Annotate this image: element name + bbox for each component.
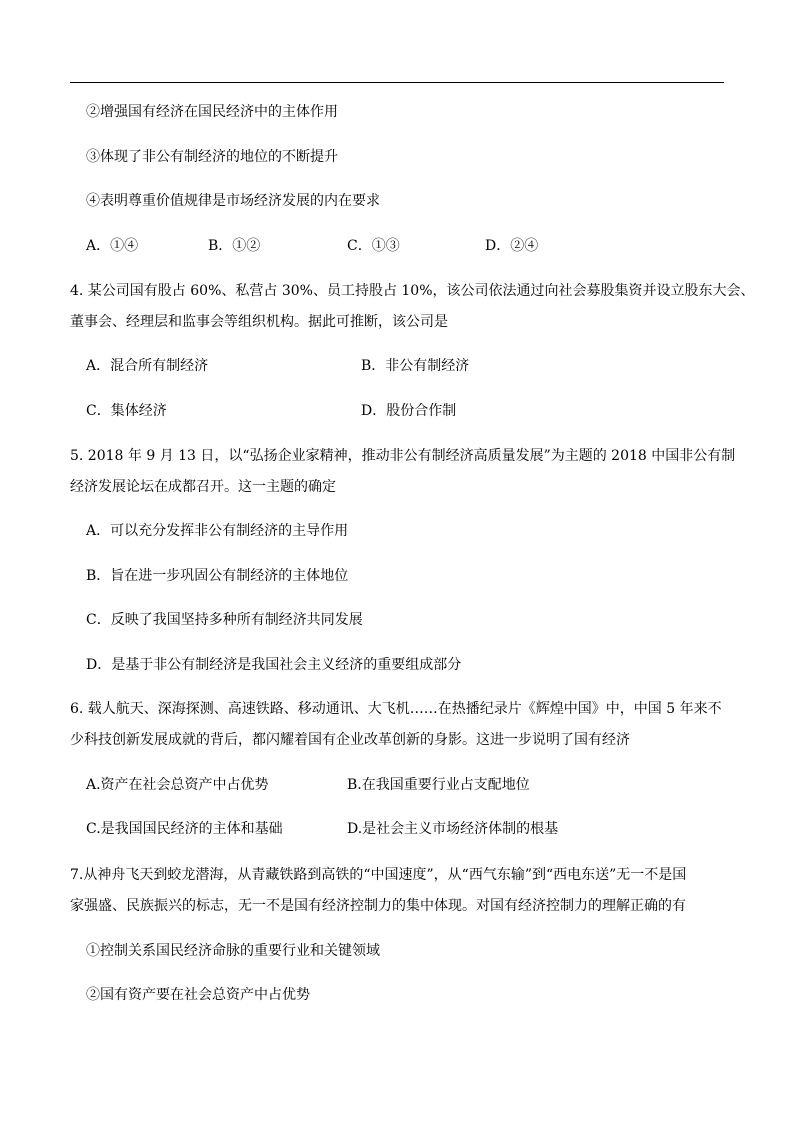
q3-choice-a[interactable]: A．①④ xyxy=(86,238,139,254)
q4-stem-line-2: 董事会、经理层和监事会等组织机构。据此可推断，该公司是 xyxy=(70,314,448,330)
q5-choice-d[interactable]: D．是基于非公有制经济是我国社会主义经济的重要组成部分 xyxy=(86,657,462,673)
q4-stem-line-1: 4. 某公司国有股占 60%、私营占 30%、员工持股占 10%，该公司依法通过向社会募股集资并设立股东大会、 xyxy=(70,283,755,299)
header-rule xyxy=(70,82,724,83)
q3-choice-c[interactable]: C．①③ xyxy=(347,238,400,254)
q4-choice-d[interactable]: D．股份合作制 xyxy=(361,403,457,419)
q7-option-2: ②国有资产要在社会总资产中占优势 xyxy=(86,987,310,1003)
q4-choice-c[interactable]: C．集体经济 xyxy=(86,403,167,419)
q5-stem-line-2: 经济发展论坛在成都召开。这一主题的确定 xyxy=(70,479,336,495)
q6-choice-d[interactable]: D.是社会主义市场经济体制的根基 xyxy=(347,821,559,837)
q7-option-1: ①控制关系国民经济命脉的重要行业和关键领域 xyxy=(86,943,380,959)
q5-choice-c[interactable]: C．反映了我国坚持多种所有制经济共同发展 xyxy=(86,612,363,628)
q6-stem-line-2: 少科技创新发展成就的背后，都闪耀着国有企业改革创新的身影。这进一步说明了国有经济 xyxy=(70,732,630,748)
q3-choice-b[interactable]: B．①② xyxy=(208,238,261,254)
q7-stem-line-1: 7.从神舟飞天到蛟龙潜海，从青藏铁路到高铁的“中国速度”，从“西气东输”到“西电东送”无一不是国 xyxy=(70,867,687,883)
q5-choice-a[interactable]: A．可以充分发挥非公有制经济的主导作用 xyxy=(86,523,349,539)
q3-option-4: ④表明尊重价值规律是市场经济发展的内在要求 xyxy=(86,193,380,209)
q4-choice-a[interactable]: A．混合所有制经济 xyxy=(86,358,209,374)
q6-choice-a[interactable]: A.资产在社会总资产中占优势 xyxy=(86,777,269,793)
q6-choice-b[interactable]: B.在我国重要行业占支配地位 xyxy=(347,777,530,793)
q3-choice-d[interactable]: D．②④ xyxy=(485,238,539,254)
q5-choice-b[interactable]: B．旨在进一步巩固公有制经济的主体地位 xyxy=(86,568,349,584)
q4-choice-b[interactable]: B．非公有制经济 xyxy=(361,358,470,374)
q3-option-2: ②增强国有经济在国民经济中的主体作用 xyxy=(86,104,338,120)
q6-stem-line-1: 6. 载人航天、深海探测、高速铁路、移动通讯、大飞机……在热播纪录片《辉煌中国》中，中国 5 年来不 xyxy=(70,701,722,717)
q6-choice-c[interactable]: C.是我国国民经济的主体和基础 xyxy=(86,821,283,837)
q3-option-3: ③体现了非公有制经济的地位的不断提升 xyxy=(86,149,338,165)
q5-stem-line-1: 5. 2018 年 9 月 13 日，以“弘扬企业家精神，推动非公有制经济高质量发展”为主题的 2018 中国非公有制 xyxy=(70,448,736,464)
q7-stem-line-2: 家强盛、民族振兴的标志，无一不是国有经济控制力的集中体现。对国有经济控制力的理解正确的有 xyxy=(70,898,686,914)
